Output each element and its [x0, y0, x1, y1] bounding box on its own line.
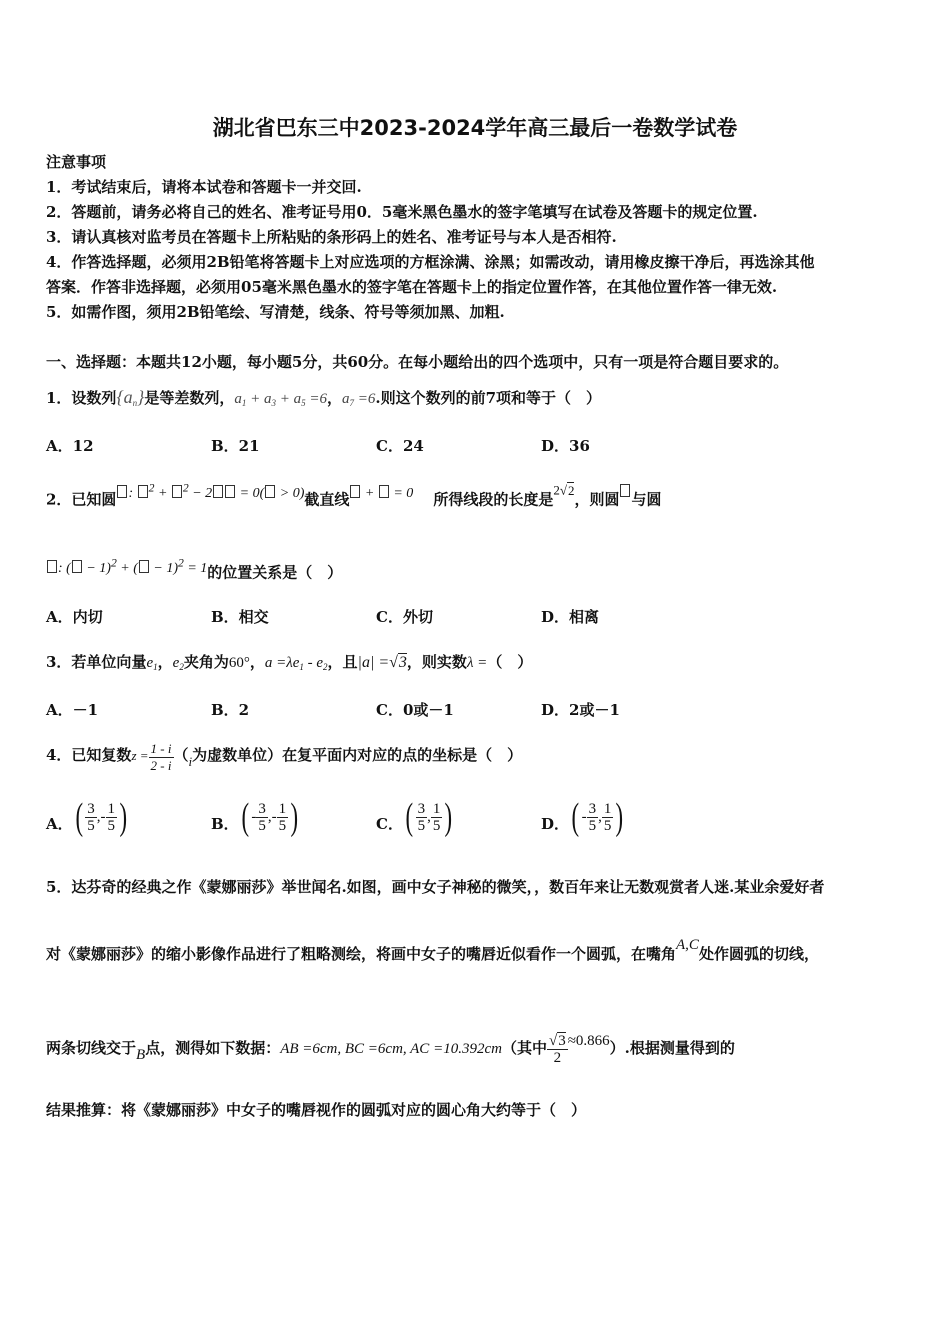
- math-point-a: ( $\frac{3}{5}$ ,- $\frac{1}{5}$ ): [75, 796, 128, 838]
- notice-item: 4．作答选择题，必须用2B铅笔将答题卡上对应选项的方框涂满、涂黑；如需改动，请用橡皮擦干净后，再选涂其他: [46, 253, 815, 271]
- math-b: B: [136, 1047, 146, 1063]
- question-5-line1: 5．达芬奇的经典之作《蒙娜丽莎》举世闻名.如图，画中女子神秘的微笑，，数百年来让无数观赏者人迷.某业余爱好者: [46, 878, 825, 896]
- option-a: A．内切: [46, 608, 103, 626]
- math-point-b: ( - $\frac{3}{5}$ ,- $\frac{1}{5}$ ): [241, 796, 299, 838]
- math-angle: 60°: [228, 655, 250, 671]
- math-an: $\{a_n\}$: [116, 387, 145, 408]
- section-heading: 一、选择题：本题共12小题，每小题5分，共60分。在每小题给出的四个选项中，只有一项是符合题目要求的。: [46, 353, 789, 371]
- math-lengths: AB =6cm, BC =6cm, AC =10.392cm: [280, 1041, 502, 1057]
- option-b: B．21: [211, 437, 260, 455]
- math-point-c: ( $\frac{3}{5}$ , $\frac{1}{5}$ ): [405, 796, 453, 838]
- option-c: C．外切: [376, 608, 433, 626]
- math-sum: $a_1 + a_3 + a_5 =6$: [234, 391, 327, 408]
- option-d: D．2或－1: [541, 701, 620, 719]
- option-b: B． ( - $\frac{3}{5}$ ,- $\frac{1}{5}$ ): [211, 792, 301, 849]
- option-c: C． ( $\frac{3}{5}$ , $\frac{1}{5}$ ): [376, 792, 455, 849]
- math-z: z = $\frac{1 - i}{2 - i}$: [131, 740, 172, 773]
- option-a: A．－1: [46, 701, 99, 719]
- option-c: C．0或－1: [376, 701, 454, 719]
- math-e1: $e_1$: [146, 655, 158, 672]
- notice-item: 2．答题前，请务必将自己的姓名、准考证号用0．5毫米黑色墨水的签字笔填写在试卷及答题卡的规定位置.: [46, 203, 758, 221]
- math-lambda: λ =: [466, 655, 488, 671]
- notice-item: 5．如需作图，须用2B铅笔绘、写清楚，线条、符号等须加黑、加粗.: [46, 303, 505, 321]
- math-e2: $e_2$: [172, 655, 184, 672]
- math-m: [620, 484, 630, 497]
- math-length: 2√2: [553, 482, 575, 498]
- math-i: i: [188, 754, 193, 769]
- option-d: D． ( - $\frac{3}{5}$ , $\frac{1}{5}$ ): [541, 792, 626, 849]
- math-approx: ≈0.866: [567, 1033, 610, 1049]
- option-b: B．相交: [211, 608, 269, 626]
- question-5-line3: 两条切线交于B点，测得如下数据：AB =6cm, BC =6cm, AC =10.392cm（其中 $\frac{√3}{2}$ ≈0.866）.根据测量得到的: [46, 1032, 735, 1066]
- question-2-cont: : ( − 1)$^2$ + ( − 1)$^2$ = 1的位置关系是（ ）: [46, 545, 342, 591]
- option-c: C．24: [376, 437, 424, 455]
- question-3: 3．若单位向量$e_1$，$e_2$夹角为60°，$a =\lambda e_1 - e_2$，且|a| =√3，则实数λ =（ ）: [46, 653, 533, 672]
- notice-item: 1．考试结束后，请将本试卷和答题卡一并交回.: [46, 178, 362, 196]
- math-vector-a: $a =\lambda e_1 - e_2$: [264, 655, 328, 672]
- option-d: D．相离: [541, 608, 600, 626]
- math-sqrt3-over-2: $\frac{√3}{2}$: [548, 1032, 566, 1066]
- option-a: A． ( $\frac{3}{5}$ ,- $\frac{1}{5}$ ): [46, 792, 130, 849]
- question-5-line2: 对《蒙娜丽莎》的缩小影像作品进行了粗略测绘，将画中女子的嘴唇近似看作一个圆弧，在嘴角A,C处作圆弧的切线，: [46, 937, 819, 963]
- math-a7: $a_7 =6$: [342, 391, 376, 408]
- math-abs-a: |a| =√3: [357, 654, 407, 671]
- math-line: + = 0: [349, 486, 413, 501]
- math-point-d: ( - $\frac{3}{5}$ , $\frac{1}{5}$ ): [571, 796, 624, 838]
- question-1: 1．设数列$\{a_n\}$是等差数列，$a_1 + a_3 + a_5 =6$，$a_7 =6$.则这个数列的前7项和等于（ ）: [46, 387, 602, 408]
- notice-item: 3．请认真核对监考员在答题卡上所粘贴的条形码上的姓名、准考证号与本人是否相符.: [46, 228, 617, 246]
- math-ac: A,C: [676, 937, 699, 953]
- page-title: 湖北省巴东三中2023-2024学年高三最后一卷数学试卷: [212, 116, 738, 140]
- option-b: B．2: [211, 701, 250, 719]
- option-d: D．36: [541, 437, 590, 455]
- question-2: 2．已知圆 : $^2$ + $^2$ − 2 = 0( > 0)截直线 + = 0 所得线段的长度是2√2，则圆 与圆: [46, 481, 662, 509]
- math-circle-n: : ( − 1)$^2$ + ( − 1)$^2$ = 1: [46, 561, 207, 576]
- question-5-line4: 结果推算：将《蒙娜丽莎》中女子的嘴唇视作的圆弧对应的圆心角大约等于（ ）: [46, 1101, 587, 1119]
- option-a: A．12: [46, 437, 94, 455]
- question-4: 4．已知复数z = $\frac{1 - i}{2 - i}$ （i为虚数单位）在复平面内对应的点的坐标是（ ）: [46, 740, 523, 773]
- notice-item: 答案．作答非选择题，必须用05毫米黑色墨水的签字笔在答题卡上的指定位置作答，在其他位置作答一律无效.: [46, 278, 778, 296]
- math-circle-m: : $^2$ + $^2$ − 2 = 0( > 0): [116, 486, 304, 501]
- notice-heading: 注意事项: [46, 153, 107, 171]
